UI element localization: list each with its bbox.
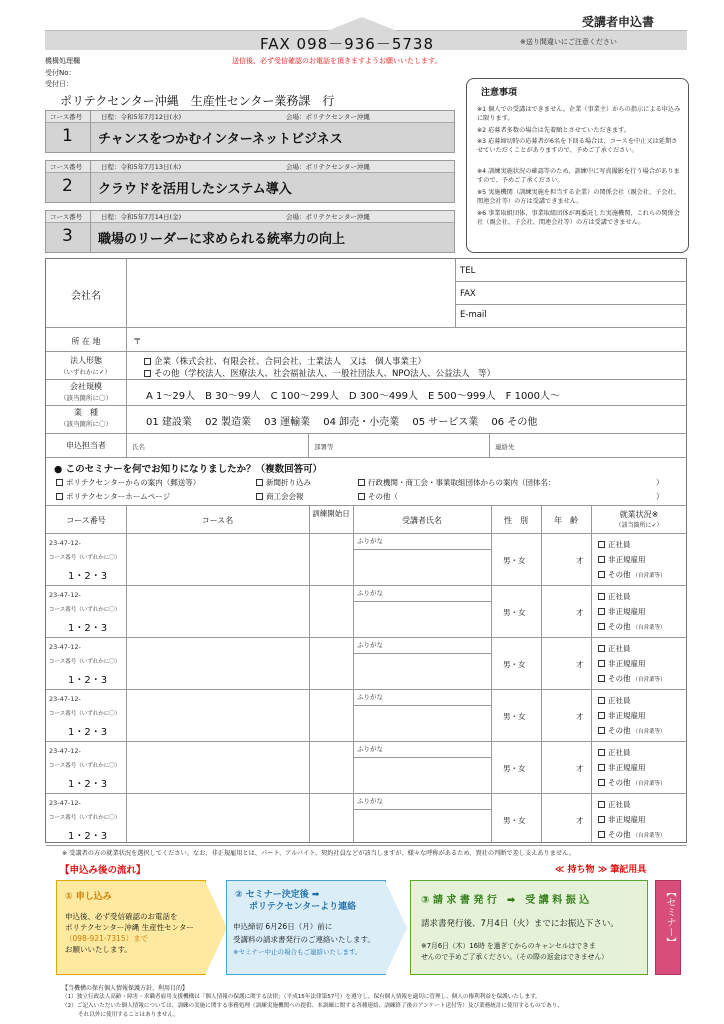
age-unit: 才	[576, 556, 584, 565]
checkbox[interactable]	[144, 370, 151, 377]
step-2-deadline: 申込締切 6月26日（月）前に	[233, 922, 333, 931]
course-number: 3	[62, 226, 73, 246]
checkbox[interactable]	[598, 623, 605, 630]
age-unit: 才	[576, 816, 584, 825]
checkbox[interactable]	[256, 493, 263, 500]
course-code: 23-47-12-	[49, 643, 81, 651]
status-nonregular: 非正規雇用	[608, 815, 646, 824]
course-code-hint: コース番号（いずれかに〇）	[49, 659, 121, 665]
status-other-hint: （自営業等）	[632, 573, 666, 579]
furigana-divider	[353, 601, 491, 602]
status-other-hint: （自営業等）	[632, 781, 666, 787]
survey-question: ● このセミナーを何でお知りになりましたか？（複数回答可）	[54, 464, 323, 475]
gender-options[interactable]: 男・女	[503, 608, 526, 617]
step-3-line: 請求書発行後、7月4日（火）までにお振込下さい。	[421, 919, 619, 929]
checkbox[interactable]	[598, 779, 605, 786]
step-1-title: ① 申し込み	[65, 892, 112, 902]
course-code-hint: コース番号（いずれかに〇）	[49, 711, 121, 717]
status-regular: 正社員	[608, 696, 631, 705]
age-unit: 才	[576, 712, 584, 721]
checkbox[interactable]	[144, 358, 151, 365]
furigana-label: ふりがな	[357, 641, 383, 649]
step-3-note: ※7月6日（木）16時 を過ぎてからのキャンセルはできま	[421, 942, 596, 950]
course-name-input[interactable]	[130, 641, 305, 685]
col-gender: 性 別	[504, 516, 528, 525]
checkbox[interactable]	[598, 593, 605, 600]
status-regular: 正社員	[608, 644, 631, 653]
contact-label: 申込担当者	[66, 441, 106, 450]
furigana-divider	[353, 809, 491, 810]
contact-dept-label: 部署等	[314, 443, 334, 451]
checkbox[interactable]	[358, 479, 365, 486]
age-unit: 才	[576, 660, 584, 669]
course-no-label: コース番号	[50, 163, 83, 171]
course-code-options[interactable]: 1・2・3	[68, 623, 108, 634]
checkbox[interactable]	[598, 764, 605, 771]
note-item: ※2 応募者多数の場合は先着順とさせていただきます。	[477, 127, 630, 134]
status-nonregular: 非正規雇用	[608, 607, 646, 616]
survey-option-bulletin: 商工会会報	[266, 492, 304, 501]
fax-number: FAX 098－936－5738	[260, 35, 434, 53]
checkbox[interactable]	[598, 675, 605, 682]
course-code: 23-47-12-	[49, 539, 81, 547]
course-code-options[interactable]: 1・2・3	[68, 779, 108, 790]
checkbox[interactable]	[56, 493, 63, 500]
row-divider	[46, 585, 687, 586]
col-course-name: コース名	[201, 516, 234, 525]
row-divider	[46, 637, 687, 638]
furigana-divider	[353, 653, 491, 654]
company-size-hint: （該当箇所に〇）	[60, 394, 112, 402]
course-code-options[interactable]: 1・2・3	[68, 727, 108, 738]
gender-options[interactable]: 男・女	[503, 764, 526, 773]
step-1-line: お願いいたします。	[65, 945, 132, 954]
legal-form-hint: （いずれかに✓）	[60, 368, 111, 376]
checkbox[interactable]	[598, 645, 605, 652]
industry-options: 01 建設業 02 製造業 03 運輸業 04 卸売・小売業 05 サービス業 06 その他	[146, 417, 538, 428]
row-divider	[46, 689, 687, 690]
row-divider	[46, 741, 687, 742]
checkbox[interactable]	[598, 571, 605, 578]
course-name-input[interactable]	[130, 745, 305, 789]
checkbox[interactable]	[598, 556, 605, 563]
flow-step-1	[56, 880, 206, 975]
contact-name-label: 氏名	[132, 443, 145, 451]
flow-step-2	[226, 880, 386, 975]
course-title: チャンスをつかむインターネットビジネス	[98, 132, 343, 147]
col-status: 就業状況※	[619, 510, 659, 519]
checkbox[interactable]	[598, 749, 605, 756]
status-other: その他	[608, 726, 631, 735]
status-other: その他	[608, 622, 631, 631]
checkbox[interactable]	[598, 697, 605, 704]
step-3-title: ③ 請 求 書 発 行 ➡ 受 講 料 振 込	[421, 895, 590, 906]
course-name-input[interactable]	[130, 537, 305, 581]
course-code: 23-47-12-	[49, 695, 81, 703]
course-code-hint: コース番号（いずれかに〇）	[49, 555, 121, 561]
checkbox[interactable]	[598, 608, 605, 615]
company-name-label: 会社名	[71, 291, 101, 302]
fax-note: ※送り間違いにご注意ください	[520, 38, 617, 46]
checkbox[interactable]	[358, 493, 365, 500]
survey-option-mail: ポリテクセンターからの案内（郵送等）	[66, 478, 201, 487]
status-regular: 正社員	[608, 748, 631, 757]
gender-options[interactable]: 男・女	[503, 556, 526, 565]
contact-phone-label: 連絡先	[495, 443, 515, 451]
course-3	[45, 210, 455, 253]
course-code-options[interactable]: 1・2・3	[68, 675, 108, 686]
status-nonregular: 非正規雇用	[608, 711, 646, 720]
privacy-line: それ以外に使用することはありません。	[78, 1012, 180, 1018]
legal-form-option-other: その他（学校法人、医療法人、社会福祉法人、一般社団法人、NPO法人、公益法人 等）	[154, 369, 496, 379]
survey-bracket: ）	[656, 478, 664, 487]
checkbox[interactable]	[598, 727, 605, 734]
col-name: 受講者氏名	[402, 516, 442, 525]
course-2	[45, 160, 455, 203]
course-venue: 会場：ポリテクセンター沖縄	[286, 213, 370, 221]
course-date: 日程：令和5年7月12日(水)	[101, 113, 182, 121]
course-venue: 会場：ポリテクセンター沖縄	[286, 113, 370, 121]
course-name-input[interactable]	[130, 589, 305, 633]
course-code-hint: コース番号（いずれかに〇）	[49, 607, 121, 613]
survey-option-website: ポリテクセンターホームページ	[66, 492, 171, 501]
seminar-tab-label: 【セミナー】	[664, 887, 675, 947]
form-title: 受講者申込書	[582, 15, 655, 29]
survey-bracket: ）	[656, 492, 664, 501]
status-regular: 正社員	[608, 540, 631, 549]
furigana-divider	[353, 549, 491, 550]
furigana-label: ふりがな	[357, 745, 383, 753]
company-name-input[interactable]	[131, 263, 451, 323]
postal-mark: 〒	[133, 337, 142, 347]
col-course-no: コース番号	[66, 516, 106, 525]
note-item: ※6 事業取組団体、事業取組団体が再委託した実施機関、これらの関係会社（親会社、子会社、関連会社等）の方は受講できません。	[477, 210, 680, 226]
privacy-title: 【当機構の保有個人情報保護方針、利用目的】	[62, 985, 189, 992]
footnote: ※ 受講者の方の就業状況を選択してください。なお、非正規雇用とは、パート、アルバイト、契約社員などが該当しますが、様々な呼称があるため、貴社の判断で差し支えありません。	[62, 850, 575, 857]
receipt-date: 受付日：	[45, 80, 73, 88]
checkbox[interactable]	[598, 660, 605, 667]
survey-option-newspaper: 新聞折り込み	[266, 478, 311, 487]
age-unit: 才	[576, 764, 584, 773]
note-item: ※1 個人での受講はできません。企業（事業主）からの指示による申込みに限ります。	[477, 106, 681, 122]
furigana-divider	[353, 705, 491, 706]
course-title: 職場のリーダーに求められる統率力の向上	[98, 232, 346, 247]
note-item: ※4 訓練実施状況の確認等のため、訓練中に写真撮影を行う場合がありますので、予めご了承ください。	[477, 168, 680, 184]
status-regular: 正社員	[608, 592, 631, 601]
checkbox[interactable]	[256, 479, 263, 486]
items-to-bring: ≪ 持ち物 ≫ 筆記用具	[555, 865, 647, 875]
status-other-hint: （自営業等）	[632, 625, 666, 631]
survey-option-agency: 行政機関・商工会・事業取組団体からの案内（団体名：	[368, 478, 556, 487]
course-code-hint: コース番号（いずれかに〇）	[49, 763, 121, 769]
step-1-line: ポリテクセンター沖縄 生産性センター	[65, 923, 194, 932]
seminar-tab	[655, 880, 681, 975]
notes-box	[466, 78, 689, 253]
course-code: 23-47-12-	[49, 747, 81, 755]
col-start-date: 訓練開始日	[312, 509, 350, 518]
furigana-label: ふりがな	[357, 537, 383, 545]
furigana-label: ふりがな	[357, 589, 383, 597]
note-item: ※3 応募締切時の応募者が6名を下回る場合は、コースを中止又は延期させていただくことがありますので、予めご了承ください。	[477, 138, 678, 154]
gender-options[interactable]: 男・女	[503, 660, 526, 669]
gender-options[interactable]: 男・女	[503, 712, 526, 721]
receipt-no: 受付No：	[45, 69, 76, 77]
course-number: 1	[62, 126, 73, 146]
legal-form-label: 法人形態	[70, 356, 102, 365]
step-1-phone: （098-921-7315）まで	[65, 934, 149, 943]
course-date: 日程：令和5年7月14日(金)	[101, 213, 182, 221]
course-title: クラウドを活用したシステム導入	[98, 182, 292, 197]
warning-text: 送信後、必ず受信確認のお電話を頂きますようお願いいたします。	[232, 57, 442, 65]
col-status-hint: （該当箇所に✓）	[615, 522, 663, 529]
step-1-line: 申込後、必ず受信確認のお電話を	[65, 912, 178, 921]
status-other-hint: （自営業等）	[632, 833, 666, 839]
address-label: 所 在 地	[71, 337, 101, 346]
furigana-label: ふりがな	[357, 797, 383, 805]
status-other: その他	[608, 570, 631, 579]
course-name-input[interactable]	[130, 797, 305, 841]
course-name-input[interactable]	[130, 693, 305, 737]
office-use-label: 機構処理欄	[45, 57, 80, 65]
row-divider	[46, 793, 687, 794]
course-code: 23-47-12-	[49, 799, 81, 807]
age-unit: 才	[576, 608, 584, 617]
course-code-hint: コース番号（いずれかに〇）	[49, 815, 121, 821]
notes-title: 注意事項	[481, 88, 518, 98]
email-label: E-mail	[460, 310, 487, 320]
course-no-label: コース番号	[50, 213, 83, 221]
course-code: 23-47-12-	[49, 591, 81, 599]
course-venue: 会場：ポリテクセンター沖縄	[286, 163, 370, 171]
col-age: 年 齢	[554, 516, 578, 525]
course-1	[45, 110, 455, 153]
flow-step-3	[410, 880, 648, 975]
industry-hint: （該当箇所に〇）	[60, 420, 112, 428]
company-size-label: 会社規模	[70, 382, 102, 391]
step-2-note: ※セミナー中止の場合もご連絡いたします。	[233, 948, 362, 956]
checkbox[interactable]	[598, 541, 605, 548]
furigana-label: ふりがな	[357, 693, 383, 701]
legal-form-option-company: 企業（株式会社、有限会社、合同会社、士業法人 又は 個人事業主）	[154, 357, 427, 367]
industry-label: 業 種	[74, 408, 98, 417]
checkbox[interactable]	[598, 816, 605, 823]
checkbox[interactable]	[56, 479, 63, 486]
application-form	[45, 258, 687, 843]
status-regular: 正社員	[608, 800, 631, 809]
status-other-hint: （自営業等）	[632, 729, 666, 735]
course-date: 日程：令和5年7月13日(木)	[101, 163, 182, 171]
status-nonregular: 非正規雇用	[608, 659, 646, 668]
flow-title: 【申込み後の流れ】	[60, 865, 146, 876]
privacy-line: （1）独立行政法人高齢・障害・求職者雇用支援機構は「個人情報の保護に関する法律」（平成15年法律第57号）を遵守し、保有個人情報を適切に管理し、個人の権利利益を保護いたします。	[62, 994, 541, 1000]
step-2-title: ② セミナー決定後 ➡	[235, 890, 320, 900]
checkbox[interactable]	[598, 831, 605, 838]
status-other: その他	[608, 674, 631, 683]
furigana-divider	[353, 757, 491, 758]
note-item: ※5 実施機関（訓練実施を担当する企業）の関係会社（親会社、子会社、関連会社等）の方は受講できません。	[477, 189, 680, 205]
status-other-hint: （自営業等）	[632, 677, 666, 683]
tel-label: TEL	[460, 266, 476, 276]
step-3-note: せんので予めご了承ください。（その際の返金はできません）	[421, 953, 608, 961]
checkbox[interactable]	[598, 801, 605, 808]
status-nonregular: 非正規雇用	[608, 763, 646, 772]
status-other: その他	[608, 778, 631, 787]
fax-label: FAX	[460, 289, 476, 299]
step-2-line: 受講料の請求書発行のご連絡いたします。	[233, 935, 375, 944]
course-code-options[interactable]: 1・2・3	[68, 831, 108, 842]
destination: ポリテクセンター沖縄 生産性センター業務課 行	[60, 94, 335, 108]
privacy-line: （2）ご記入いただいた個人情報については、訓練の実施に関する事務処理（訓練実施機関への提供、本訓練に関する各種連絡、訓練終了後のアンケート送付等）及び業務統計に使用するものであり、	[62, 1003, 563, 1009]
course-number: 2	[62, 176, 73, 196]
status-other: その他	[608, 830, 631, 839]
company-size-options: A 1～29人 B 30～99人 C 100～299人 D 300～499人 E 500～999人 F 1000人～	[146, 391, 561, 402]
gender-options[interactable]: 男・女	[503, 816, 526, 825]
status-nonregular: 非正規雇用	[608, 555, 646, 564]
row-divider	[46, 845, 687, 846]
step-2-title-2: ポリテクセンターより連絡	[249, 902, 357, 912]
survey-option-other: その他（	[368, 492, 398, 501]
course-code-options[interactable]: 1・2・3	[68, 571, 108, 582]
course-no-label: コース番号	[50, 113, 83, 121]
checkbox[interactable]	[598, 712, 605, 719]
